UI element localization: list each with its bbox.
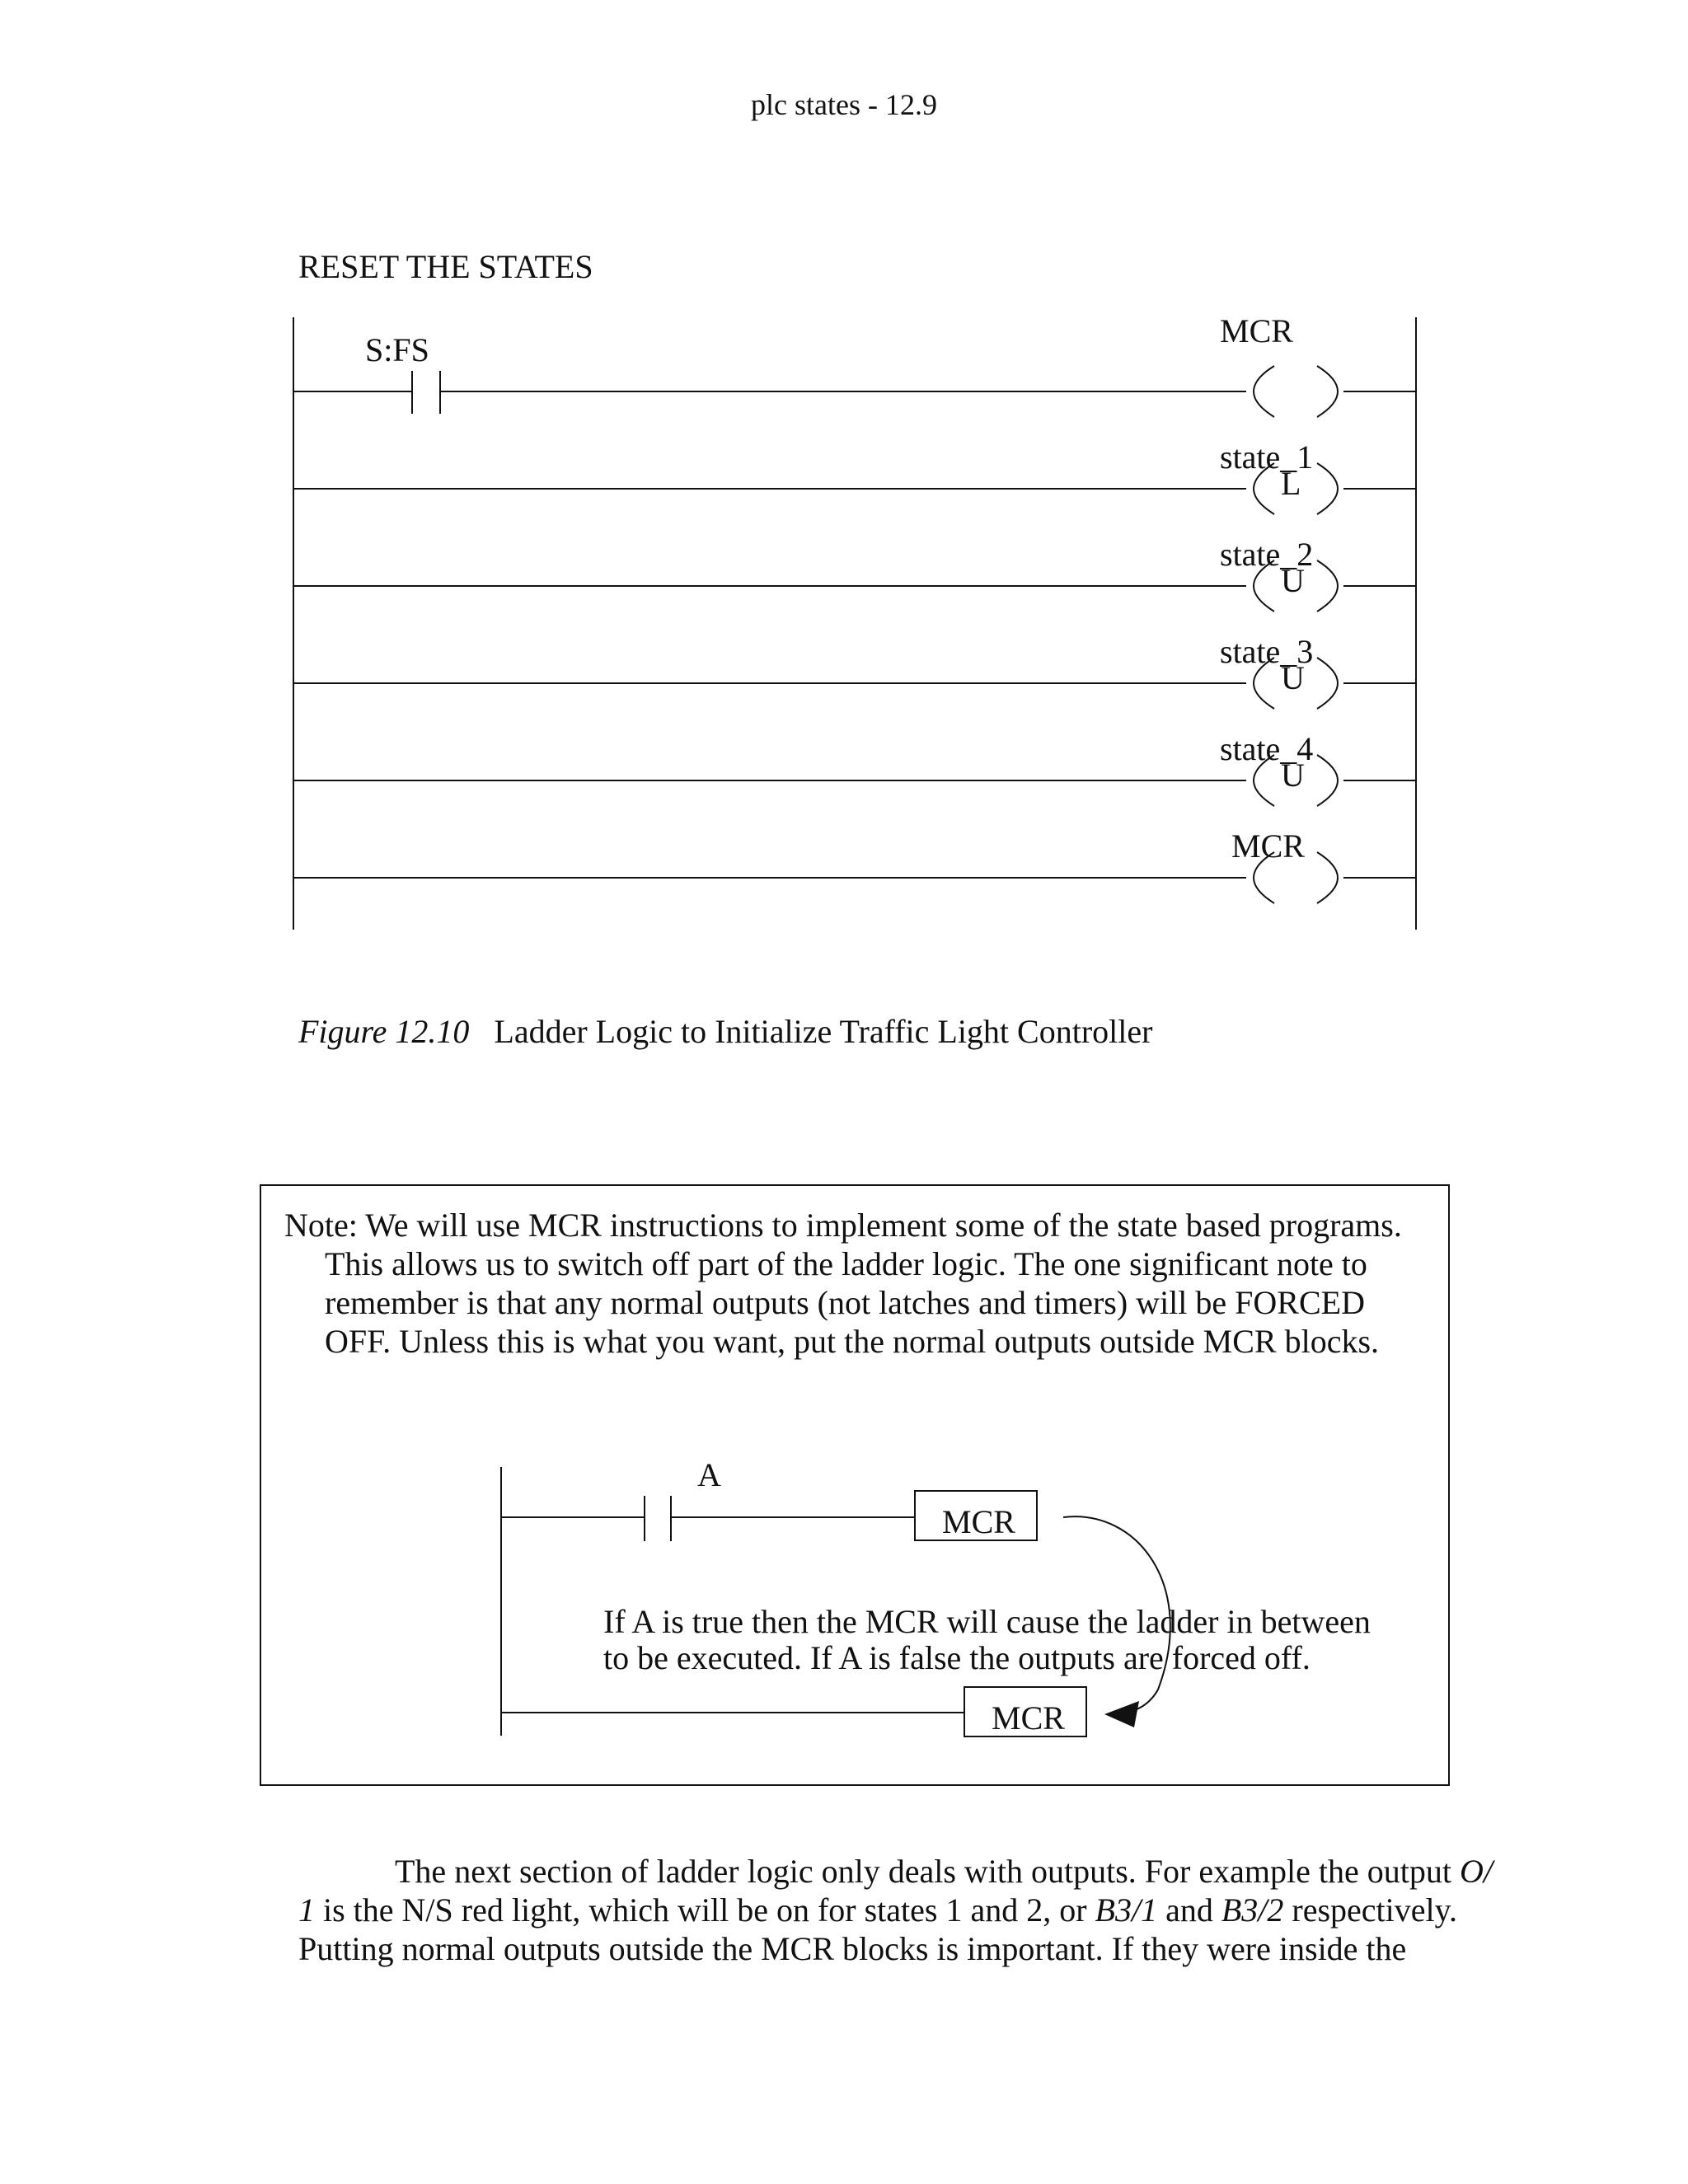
body-text-d: respectively.: [1283, 1891, 1458, 1929]
coil-type-5: U: [1281, 757, 1305, 794]
bit-ref-b31: B3/1: [1095, 1891, 1158, 1929]
coil-label-1: MCR: [1220, 312, 1293, 349]
body-text-a: The next section of ladder logic only deals with outputs. For example the output: [395, 1853, 1460, 1890]
coil-label-3: state_2: [1220, 536, 1314, 573]
coil-label-6: MCR: [1231, 827, 1305, 865]
body-line-2: [298, 1891, 1493, 1929]
coil-type-3: U: [1281, 562, 1305, 599]
figure-number: Figure 12.10: [298, 1013, 470, 1050]
body-paragraph: [298, 1852, 1493, 1968]
coil-type-4: U: [1281, 659, 1305, 696]
section-title: RESET THE STATES: [298, 248, 593, 285]
example-bottom-mcr-label: MCR: [992, 1699, 1065, 1736]
coil-label-4: state_3: [1220, 633, 1314, 670]
coil-type-2: L: [1281, 465, 1301, 502]
running-header: plc states - 12.9: [751, 88, 937, 121]
note-line-3: remember is that any normal outputs (not latches and timers) will be FORCED: [325, 1284, 1365, 1321]
output-ref-o1: O/: [1459, 1853, 1493, 1890]
example-top-mcr-label: MCR: [942, 1503, 1015, 1540]
body-text-c: is the N/S red light, which will be on for states 1 and 2, or: [315, 1891, 1095, 1929]
body-line-3: Putting normal outputs outside the MCR blocks is important. If they were inside the: [298, 1930, 1407, 1967]
figure-caption-text: Ladder Logic to Initialize Traffic Light Controller: [494, 1013, 1153, 1050]
example-arrowhead: [1104, 1701, 1139, 1727]
note-line-1: Note: We will use MCR instructions to implement some of the state based programs.: [284, 1207, 1402, 1244]
contact-label: S:FS: [365, 331, 429, 368]
mcr-explanation-line-2: to be executed. If A is false the outputs are forced off.: [603, 1639, 1311, 1676]
mcr-explanation: [603, 1604, 1371, 1676]
note-line-4: OFF. Unless this is what you want, put the normal outputs outside MCR blocks.: [325, 1323, 1380, 1360]
body-text-and: and: [1157, 1891, 1221, 1929]
bit-ref-b32: B3/2: [1221, 1891, 1284, 1929]
example-contact-label: A: [697, 1456, 721, 1493]
body-line-1: [298, 1852, 1493, 1891]
coil-label-5: state_4: [1220, 730, 1314, 767]
output-ref-o1-cont: 1: [298, 1891, 315, 1929]
coil-label-2: state_1: [1220, 438, 1314, 476]
mcr-explanation-line-1: If A is true then the MCR will cause the ladder in between: [603, 1603, 1371, 1640]
note-line-2: This allows us to switch off part of the ladder logic. The one significant note to: [325, 1245, 1367, 1282]
